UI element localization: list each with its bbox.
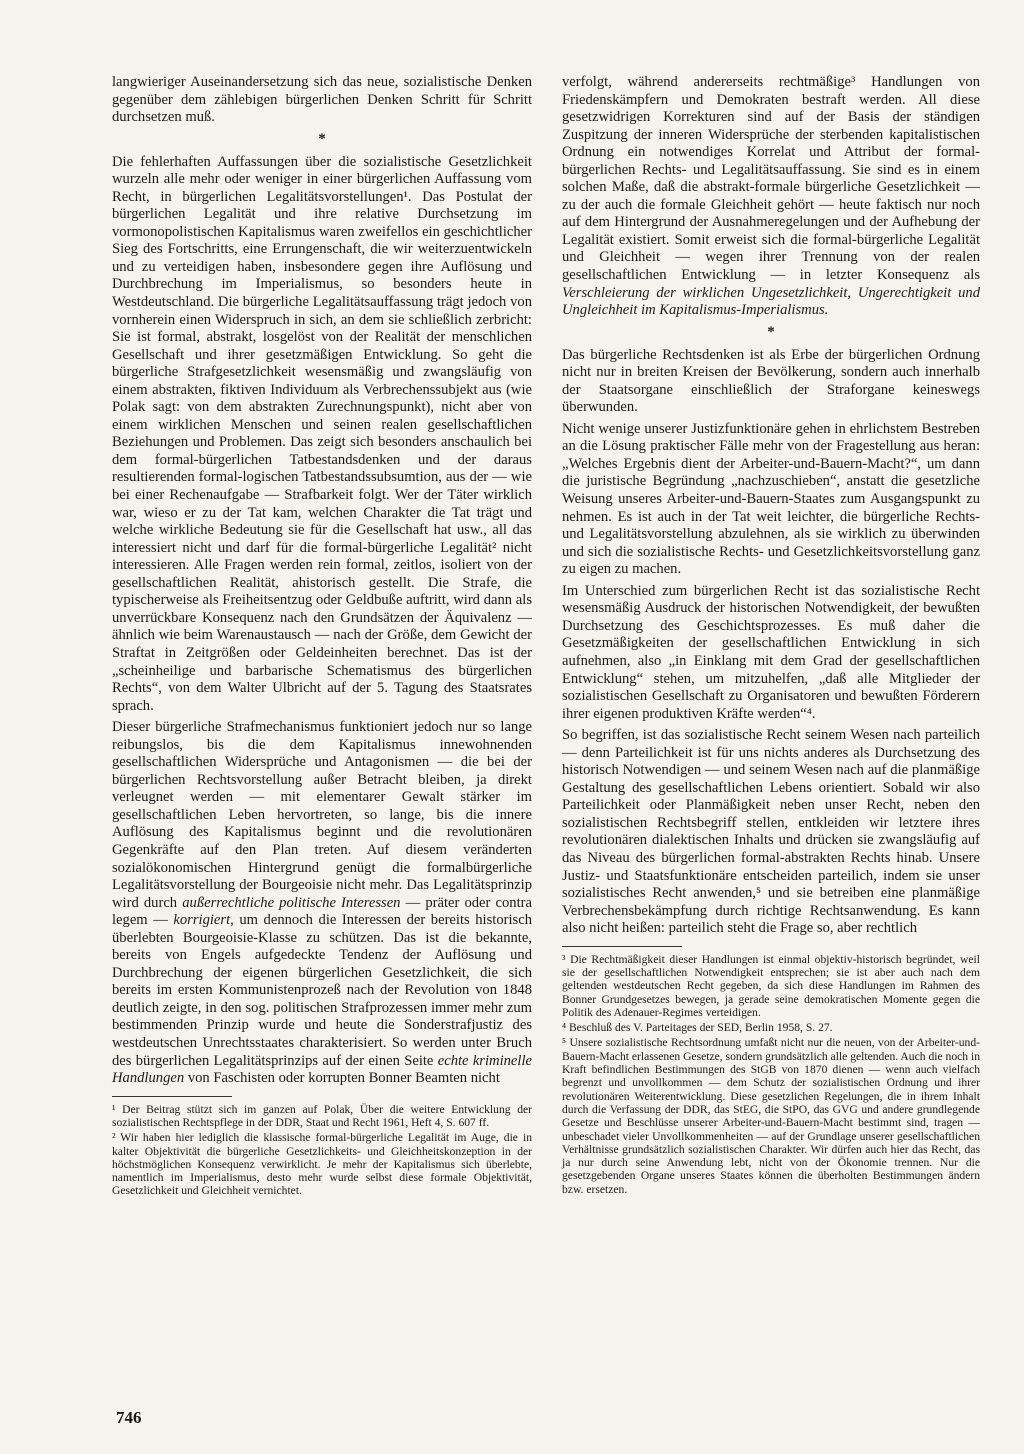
- footnote: ¹ Der Beitrag stützt sich im ganzen auf Polak, Über die weitere Entwicklung der sozialistischen Rechtspflege in der DDR, Staat und Recht 1961, Heft 4, S. 607 ff.: [112, 1102, 532, 1129]
- paragraph: langwieriger Auseinandersetzung sich das neue, sozialistische Denken gegenüber dem zählebigen bürgerlichen Denken Schritt für Schritt durchsetzen muß.: [112, 74, 532, 126]
- right-column: [562, 74, 980, 1198]
- left-column: [112, 74, 532, 1200]
- footnote-divider: [112, 1096, 232, 1097]
- text-run: verfolgt, während andererseits rechtmäßige³ Handlungen von Friedenskämpfern und Demokraten bestraft werden. All diese gesetzwidrigen Korrekturen sind auf der Basis der ständigen Zuspitzung der inneren Widersprüche der sterbenden kapitalistischen Ordnung ein notwendiges Korrelat und Attribut der formal-bürgerlichen Rechts- und Legalitätsauffassung. Sie sind es in einem solchen Maße, daß die abstrakt-formale bürgerliche Gesetzlichkeit — zu der auch die formale Gleichheit gehört — heute faktisch nur noch auf dem Hintergrund der Ausnahmeregelungen und der Aufhebung der Legalität existiert. Somit erweist sich die formal-bürgerliche Legalität und Gleichheit — wegen ihrer Trennung von der realen gesellschaftlichen Entwicklung — in letzter Konsequenz als: [562, 74, 980, 284]
- section-separator: *: [318, 130, 326, 147]
- emphasis-text: Verschleierung der wirklichen Ungesetzlichkeit, Ungerechtigkeit und Ungleichheit im Kapitalismus-Imperialismus.: [562, 284, 980, 319]
- paragraph: Im Unterschied zum bürgerlichen Recht ist das sozialistische Recht wesensmäßig Ausdruck der historischen Notwendigkeit, der bewußten Durchsetzung des Geschichtsprozesses. Es muß daher die Gesetzmäßigkeiten der gesellschaftlichen Entwicklung in sich aufnehmen, also „in Einklang mit dem Grad der gesellschaftlichen Entwicklung“ stehen, um mitzuhelfen, „daß alle Mitglieder der sozialistischen Gesellschaft zu Organisatoren und bewußten Förderern ihrer eigenen produktiven Kräfte werden“⁴.: [562, 582, 980, 722]
- text-run: um dennoch die Interessen der bereits historisch überlebten Bourgeoisie-Klasse zu schützen. Das ist die bekannte, bereits von Engels aufgedeckte Tendenz der Auflösung und Durchbrechung der eigenen bürgerlichen Gesetzlichkeit, die sich bereits im ersten Kommunistenprozeß nach der Revolution von 1848 deutlich zeigte, in den sog. politischen Strafprozessen immer mehr zum bestimmenden Prinzip wurde und heute die Sonderstrafjustiz des westdeutschen Unrechtsstaates charakterisiert. So werden unter Bruch des bürgerlichen Legalitätsprinzips auf der einen Seite: [112, 912, 533, 1069]
- text-run: — präter oder contra legem —: [112, 894, 532, 929]
- text-run: Dieser bürgerliche Strafmechanismus funktioniert jedoch nur so lange reibungslos, bis die dem Kapitalismus innewohnenden gesellschaftlichen Widersprüche und Antagonismen — die bei der bürgerlichen Rechtsvorstellung außer Betracht bleiben, ja direkt verleugnet werden — mit elementarer Gewalt stärker im gesellschaftlichen Leben hervortreten, so lange, bis die innere Auflösung des Kapitalismus beginnt und die revolutionären Gegenkräfte auf den Plan treten. Auf diesem veränderten sozialökonomischen Hintergrund genügt die formalbürgerliche Legalitätsvorstellung der Bourgeoisie nicht mehr. Das Legalitätsprinzip wird durch: [112, 719, 532, 911]
- paragraph: Das bürgerliche Rechtsdenken ist als Erbe der bürgerlichen Ordnung nicht nur in breiten Kreisen der Bevölkerung, sondern auch innerhalb der Staatsorgane einschließlich der Straforgane keineswegs überwunden.: [562, 346, 980, 416]
- emphasis-text: korrigiert,: [173, 912, 234, 929]
- footnote: ³ Die Rechtmäßigkeit dieser Handlungen ist einmal objektiv-historisch begründet, weil sie der gesellschaftlichen Notwendigkeit entsprechen; sie ist aber auch nach dem geltenden westdeutschen Recht gegeben, da sich diese Handlungen im Rahmen des Bonner Grundgesetzes bewegen, ja gerade seine demokratischen Momente gegen die Politik des Adenauer-Regimes verteidigen.: [562, 952, 980, 1019]
- footnote: ⁵ Unsere sozialistische Rechtsordnung umfaßt nicht nur die neuen, von der Arbeiter-und-Bauern-Macht erlassenen Gesetze, sondern grundsätzlich alle geltenden. Auch die noch in Kraft befindlichen Bestimmungen des StGB von 1870 dienen — wenn auch vielfach begrenzt und unvollkommen — dem Schutz der sozialistischen Ordnung und ihrer revolutionären Weiterentwicklung. Diese gesetzlichen Regelungen, die in ihrem Inhalt durch die Verfassung der DDR, das StEG, die StPO, das GVG und andere grundlegende Gesetze und Beschlüsse unserer Arbeiter-und-Bauern-Macht bestimmt sind, tragen — unbeschadet vieler Unvollkommenheiten — auf der Grundlage unserer gesellschaftlichen Verhältnisse grundsätzlich sozialistischen Charakter. Wir dürfen auch hier das Recht, das ja nur durch seine Anwendung lebt, nicht von der Ökonomie trennen. Nur die gesetzgebenden Organe unseres Staates können die überholten Bestimmungen ändern bzw. ersetzen.: [562, 1036, 980, 1196]
- emphasis-text: außerrechtliche politische Interessen: [182, 894, 401, 911]
- footnote: ⁴ Beschluß des V. Parteitages der SED, Berlin 1958, S. 27.: [562, 1021, 833, 1035]
- paragraph: Die fehlerhaften Auffassungen über die sozialistische Gesetzlichkeit wurzeln alle mehr oder weniger in einer bürgerlichen Auffassung vom Recht, in bürgerlichen Legalitätsvorstellungen¹. Das Postulat der bürgerlichen Legalität und ihre relative Durchsetzung im vormonopolistischen Kapitalismus waren zweifellos ein geschichtlicher Sieg des Fortschritts, eine Errungenschaft, die wir weiterzuentwickeln und zu verteidigen haben, insbesondere gegen ihre Auflösung und Durchbrechung im Imperialismus, so besonders heute in Westdeutschland. Die bürgerliche Legalitätsauffassung trägt jedoch von vornherein einen Widerspruch in sich, an dem sie schließlich zerbricht: Sie ist formal, abstrakt, losgelöst von der Realität der menschlichen Gesellschaft und ihrer gesetzmäßigen Entwicklung. So geht die bürgerliche Strafgesetzlichkeit wesensmäßig und zwangsläufig von einem abstrakten, fiktiven Individuum als Verbrechenssubjekt aus (wie Polak sagt: von dem abstrakten Zurechnungspunkt), nicht aber von einem wirklichen Menschen und seinen realen gesellschaftlichen Beziehungen und Problemen. Das zeigt sich besonders anschaulich bei dem formal-bürgerlichen Tatbestandsdenken und der daraus resultierenden formal-logischen Tatbestandssubsumtion, aus der — wie bei einer Rechenaufgabe — Strafbarkeit folgt. Wer der Täter wirklich war, wieso er zu der Tat kam, welchen Charakter die Tat trägt und welche wirkliche Bedeutung sie für die Gesellschaft hat usw., all das interessiert nicht und darf für die formal-bürgerliche Legalität² nicht interessieren. Alle Fragen werden rein formal, zeitlos, isoliert von der gesellschaftlichen Realität, ahistorisch gestellt. Die Strafe, die typischerweise als Freiheitsentzug oder Geldbuße auftritt, wird dann als unverrückbare Konsequenz nach den Grundsätzen der Äquivalenz — ähnlich wie beim Warenaustausch — nach der Größe, dem Gewicht der Straftat in Zeitgrößen oder Geldeinheiten berechnet. Das ist der „scheinheilige und barbarische Schematismus des bürgerlichen Rechts“, von dem Walter Ulbricht auf der 5. Tagung des Staatsrates sprach.: [112, 153, 532, 714]
- footnote-divider: [562, 946, 682, 947]
- footnote: ² Wir haben hier lediglich die klassische formal-bürgerliche Legalität im Auge, die in kalter Objektivität die bürgerliche Gesetzlichkeits- und Gleichheitskonzeption in der höchstmöglichen Konsequenz verwirklicht. Je mehr der Kapitalismus sich überlebte, namentlich im Imperialismus, desto mehr wurde selbst diese formale Objektivität, Gesetzlichkeit und Gleichheit vernichtet.: [112, 1131, 532, 1198]
- paragraph: So begriffen, ist das sozialistische Recht seinem Wesen nach parteilich — denn Parteilichkeit ist für uns nichts anderes als Durchsetzung des historisch Notwendigen — und seinem Wesen nach auf die planmäßige Gestaltung des gesellschaftlichen Lebens orientiert. Sobald wir also Parteilichkeit oder Planmäßigkeit neben unser Recht, neben den sozialistischen Rechtsbegriff stellen, entkleiden wir letztere ihres revolutionären dialektischen Inhalts und drücken sie zwangsläufig auf das Niveau des bürgerlichen formal-abstrakten Rechts hinab. Unsere Justiz- und Staatsfunktionäre entscheiden parteilich, indem sie unser sozialistisches Recht anwenden,⁵ und sie betreiben eine planmäßige Verbrechensbekämpfung durch richtige Rechtsanwendung. Es kann also nicht heißen: parteilich steht die Frage so, aber rechtlich: [562, 727, 980, 937]
- paragraph: [562, 74, 980, 320]
- text-run: von Faschisten oder korrupten Bonner Beamten nicht: [187, 1070, 500, 1087]
- page-number: 746: [116, 1408, 142, 1427]
- emphasis-text: echte kriminelle Handlungen: [112, 1052, 532, 1087]
- section-separator: *: [767, 323, 775, 340]
- paragraph: Nicht wenige unserer Justizfunktionäre gehen in ehrlichstem Bestreben an die Lösung praktischer Fälle mehr von der Fragestellung aus heran: „Welches Ergebnis dient der Arbeiter-und-Bauern-Macht?“, um dann die juristische Begründung „nachzuschieben“, anstatt die gesetzliche Weisung unseres Arbeiter-und-Bauern-Staates zum Ausgangspunkt zu nehmen. Es ist auch in der Tat weit leichter, die bürgerliche Rechts- und Legalitätsvorstellung abzulehnen, als sie wirklich zu überwinden und sich die sozialistische Rechts- und Gesetzlichkeitsvorstellung ganz zu eigen zu machen.: [562, 420, 980, 578]
- paragraph: [112, 719, 532, 1087]
